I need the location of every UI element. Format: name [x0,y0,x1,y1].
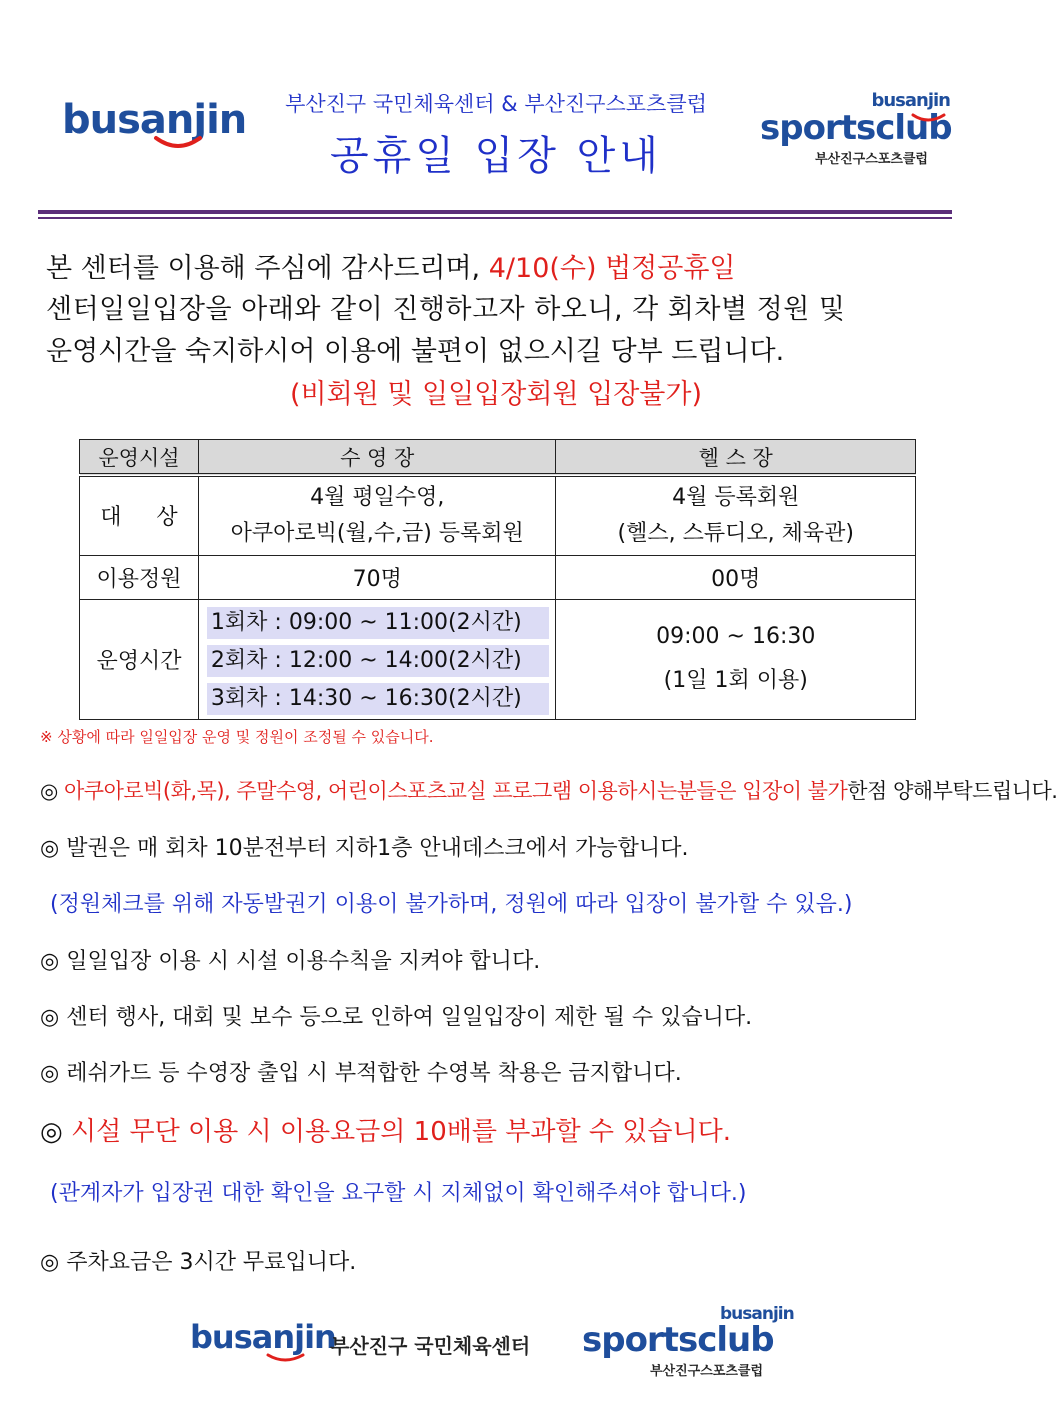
label-capacity: 이용정원 [80,555,199,599]
label-hours: 운영시간 [80,599,199,719]
header-pool: 수 영 장 [198,440,556,476]
schedule-table [79,439,916,720]
entry-notice: (비회원 및 일일입장회원 입장불가) [290,379,702,410]
sportsclub-logo-top: busanjin [871,90,950,111]
footer-center-label: 부산진구 국민체육센터 [330,1334,531,1358]
footer [190,1300,810,1390]
session-3: 3회차 : 14:30 ~ 16:30(2시간) [207,683,550,715]
session-1: 1회차 : 09:00 ~ 11:00(2시간) [207,607,550,639]
pool-capacity: 70명 [198,555,556,599]
smile-arc-icon [910,112,950,126]
gym-capacity: 00명 [556,555,916,599]
page-subtitle: 부산진구 국민체육센터 & 부산진구스포츠클럽 [285,92,707,116]
busanjin-logo-text: busanjin [62,97,247,143]
notice-item-7: ◎ 주차요금은 3시간 무료입니다. [40,1250,357,1275]
footer-busanjin-logo: busanjin [190,1318,336,1356]
notice-item-6-note: (관계자가 입장권 대한 확인을 요구할 시 지체없이 확인해주셔야 합니다.) [50,1181,747,1206]
session-2: 2회차 : 12:00 ~ 14:00(2시간) [207,645,550,677]
pool-sessions [198,599,556,719]
sportsclub-logo-main: sportsclub [760,108,952,148]
holiday-date: 4/10(수) 법정공휴일 [488,253,736,284]
header-facility: 운영시설 [80,440,199,476]
notice-item-1: ◎ 아쿠아로빅(화,목), 주말수영, 어린이스포츠교실 프로그램 이용하시는분들은 입장이 불가한점 양해부탁드립니다. [40,779,1057,803]
notice-item-5: ◎ 레쉬가드 등 수영장 출입 시 부적합한 수영복 착용은 금지합니다. [40,1061,682,1086]
table-row [80,599,916,719]
sportsclub-logo-sub: 부산진구스포츠클럽 [814,152,928,167]
notice-item-6: ◎ 시설 무단 이용 시 이용요금의 10배를 부과할 수 있습니다. [40,1117,731,1147]
footer-sports-main: sportsclub [582,1320,774,1360]
table-row [80,475,916,555]
gym-hours: 09:00 ~ 16:30 (1일 1회 이용) [556,599,916,719]
notice-item-3: ◎ 일일입장 이용 시 시설 이용수칙을 지켜야 합니다. [40,949,541,974]
header-rule [38,210,952,214]
notice-item-4: ◎ 센터 행사, 대회 및 보수 등으로 인하여 일일입장이 제한 될 수 있습니다. [40,1005,753,1030]
sportsclub-logo [760,90,950,165]
intro-text: 본 센터를 이용해 주심에 감사드리며, [46,253,489,284]
table-row [80,555,916,599]
pool-target: 4월 평일수영, 아쿠아로빅(월,수,금) 등록회원 [198,475,556,555]
label-target: 대 상 [80,475,199,555]
footer-sports-top: busanjin [720,1304,794,1324]
page-title: 공휴일 입장 안내 [330,133,662,179]
footer-sports-sub: 부산진구스포츠클럽 [650,1364,764,1379]
notice-item-2-note: (정원체크를 위해 자동발권기 이용이 불가하며, 정원에 따라 입장이 불가할 수 있음.) [50,892,853,917]
table-header-row [80,440,916,476]
gym-target: 4월 등록회원 (헬스, 스튜디오, 체육관) [556,475,916,555]
intro-line-3: 운영시간을 숙지하시어 이용에 불편이 없으시길 당부 드립니다. [46,336,785,367]
header-rule-thin [38,217,952,219]
intro-line-1 [46,246,952,285]
caution-note: ※ 상황에 따라 일일입장 운영 및 정원이 조정될 수 있습니다. [40,728,434,746]
notice-item-2: ◎ 발권은 매 회차 10분전부터 지하1층 안내데스크에서 가능합니다. [40,836,689,861]
header-gym: 헬 스 장 [556,440,916,476]
smile-arc-icon [265,1352,325,1366]
intro-line-2: 센터일일입장을 아래와 같이 진행하고자 하오니, 각 회차별 정원 및 [46,294,846,325]
